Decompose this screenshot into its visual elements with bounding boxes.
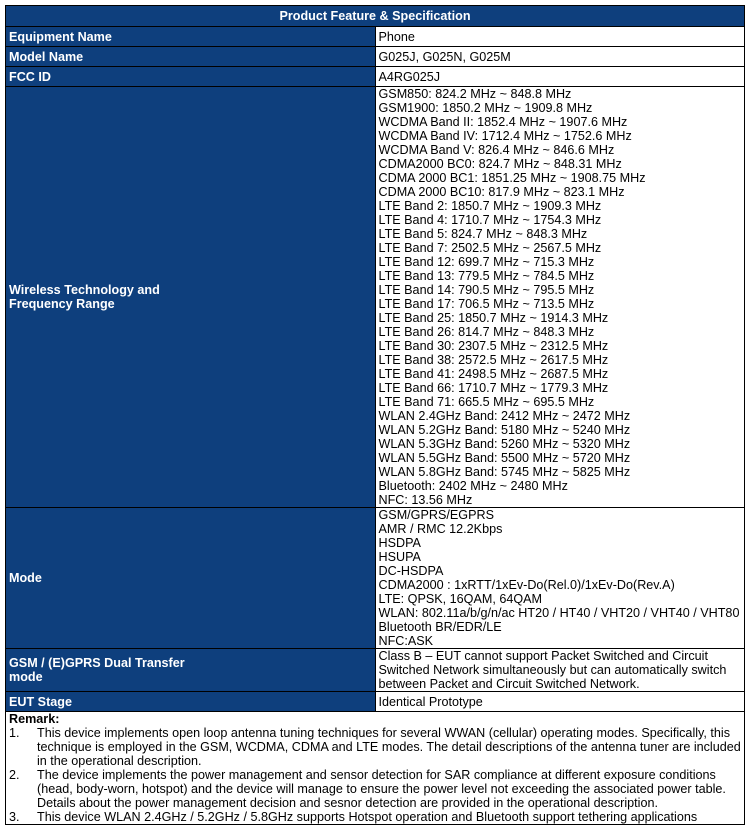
- wireless-label: [6, 87, 376, 508]
- remark-item: [9, 726, 741, 768]
- model-name-value: G025J, G025N, G025M: [375, 47, 745, 67]
- frequency-band-item: WCDMA Band IV: 1712.4 MHz ~ 1752.6 MHz: [378, 129, 632, 143]
- remark-text: The device implements the power management and sensor detection for SAR compliance at different exposure conditions (head, body-worn, hotspot) and the device will manage to ensure the power level not exceeding the associated power table. Details about the power management decision and sesnor detection are provided in the operational description.: [37, 768, 726, 810]
- frequency-band-item: LTE Band 4: 1710.7 MHz ~ 1754.3 MHz: [378, 213, 602, 227]
- fcc-id-row: [6, 67, 745, 87]
- mode-item: GSM/GPRS/EGPRS: [378, 508, 494, 522]
- frequency-band-item: WLAN 5.2GHz Band: 5180 MHz ~ 5240 MHz: [378, 423, 631, 437]
- frequency-band-item: WCDMA Band V: 826.4 MHz ~ 846.6 MHz: [378, 143, 615, 157]
- mode-item: NFC:ASK: [378, 634, 434, 648]
- fcc-id-value: A4RG025J: [375, 67, 745, 87]
- frequency-band-item: LTE Band 2: 1850.7 MHz ~ 1909.3 MHz: [378, 199, 602, 213]
- gsm-transfer-label-line1: GSM / (E)GPRS Dual Transfer: [9, 656, 185, 670]
- gsm-transfer-value: Class B – EUT cannot support Packet Switched and Circuit Switched Network simultaneously but can automatically switch between Packet and Circuit Switched Network.: [375, 649, 745, 692]
- mode-item: LTE: QPSK, 16QAM, 64QAM: [378, 592, 543, 606]
- mode-item: AMR / RMC 12.2Kbps: [378, 522, 503, 536]
- mode-item: HSUPA: [378, 550, 421, 564]
- frequency-band-item: WLAN 5.8GHz Band: 5745 MHz ~ 5825 MHz: [378, 465, 631, 479]
- frequency-band-item: LTE Band 25: 1850.7 MHz ~ 1914.3 MHz: [378, 311, 609, 325]
- wireless-label-line1: Wireless Technology and: [9, 283, 160, 297]
- remark-text: This device implements open loop antenna tuning techniques for several WWAN (cellular) operating modes. Specifically, this technique is employed in the GSM, WCDMA, CDMA and LTE modes. The detail descriptions of the antenna tuner are included in the operational description.: [37, 726, 741, 768]
- mode-item: HSDPA: [378, 536, 421, 550]
- frequency-band-item: Bluetooth: 2402 MHz ~ 2480 MHz: [378, 479, 568, 493]
- frequency-band-item: WLAN 2.4GHz Band: 2412 MHz ~ 2472 MHz: [378, 409, 631, 423]
- remark-item: [9, 768, 741, 810]
- frequency-band-item: LTE Band 17: 706.5 MHz ~ 713.5 MHz: [378, 297, 595, 311]
- mode-label: Mode: [6, 508, 376, 649]
- gsm-transfer-label: [6, 649, 376, 692]
- frequency-band-item: LTE Band 14: 790.5 MHz ~ 795.5 MHz: [378, 283, 595, 297]
- frequency-band-item: CDMA 2000 BC1: 1851.25 MHz ~ 1908.75 MHz: [378, 171, 646, 185]
- equipment-name-label: Equipment Name: [6, 27, 376, 47]
- mode-row: [6, 508, 745, 649]
- model-name-label: Model Name: [6, 47, 376, 67]
- mode-item: WLAN: 802.11a/b/g/n/ac HT20 / HT40 / VHT20 / VHT40 / VHT80: [378, 606, 740, 620]
- remark-row: [6, 712, 745, 825]
- frequency-band-item: LTE Band 26: 814.7 MHz ~ 848.3 MHz: [378, 325, 595, 339]
- spec-table: [5, 5, 745, 825]
- table-title: Product Feature & Specification: [6, 6, 745, 27]
- remark-section: [6, 712, 745, 825]
- eut-stage-row: [6, 692, 745, 712]
- mode-item: Bluetooth BR/EDR/LE: [378, 620, 502, 634]
- remark-item: [9, 810, 741, 824]
- frequency-band-item: LTE Band 30: 2307.5 MHz ~ 2312.5 MHz: [378, 339, 609, 353]
- remark-number: 2.: [9, 768, 20, 782]
- frequency-band-item: CDMA2000 BC0: 824.7 MHz ~ 848.31 MHz: [378, 157, 622, 171]
- frequency-band-item: LTE Band 13: 779.5 MHz ~ 784.5 MHz: [378, 269, 595, 283]
- eut-stage-value: Identical Prototype: [375, 692, 745, 712]
- frequency-band-item: CDMA 2000 BC10: 817.9 MHz ~ 823.1 MHz: [378, 185, 625, 199]
- frequency-band-item: NFC: 13.56 MHz: [378, 493, 473, 507]
- mode-list: [375, 508, 745, 649]
- frequency-band-item: LTE Band 7: 2502.5 MHz ~ 2567.5 MHz: [378, 241, 602, 255]
- title-row: [6, 6, 745, 27]
- fcc-id-label: FCC ID: [6, 67, 376, 87]
- frequency-band-item: LTE Band 66: 1710.7 MHz ~ 1779.3 MHz: [378, 381, 609, 395]
- equipment-name-row: [6, 27, 745, 47]
- frequency-band-item: WLAN 5.3GHz Band: 5260 MHz ~ 5320 MHz: [378, 437, 631, 451]
- remark-number: 3.: [9, 810, 20, 824]
- frequency-band-item: LTE Band 5: 824.7 MHz ~ 848.3 MHz: [378, 227, 588, 241]
- frequency-band-item: LTE Band 71: 665.5 MHz ~ 695.5 MHz: [378, 395, 595, 409]
- frequency-band-item: WLAN 5.5GHz Band: 5500 MHz ~ 5720 MHz: [378, 451, 631, 465]
- frequency-band-item: GSM850: 824.2 MHz ~ 848.8 MHz: [378, 87, 572, 101]
- frequency-band-item: GSM1900: 1850.2 MHz ~ 1909.8 MHz: [378, 101, 593, 115]
- gsm-transfer-label-line2: mode: [9, 670, 43, 684]
- frequency-band-item: LTE Band 41: 2498.5 MHz ~ 2687.5 MHz: [378, 367, 609, 381]
- frequency-band-list: [375, 87, 745, 508]
- wireless-label-line2: Frequency Range: [9, 297, 115, 311]
- mode-item: CDMA2000 : 1xRTT/1xEv-Do(Rel.0)/1xEv-Do(Rev.A): [378, 578, 675, 592]
- remark-text: This device WLAN 2.4GHz / 5.2GHz / 5.8GHz supports Hotspot operation and Bluetooth support tethering applications: [37, 810, 698, 824]
- frequency-band-item: WCDMA Band II: 1852.4 MHz ~ 1907.6 MHz: [378, 115, 628, 129]
- frequency-band-item: LTE Band 38: 2572.5 MHz ~ 2617.5 MHz: [378, 353, 609, 367]
- equipment-name-value: Phone: [375, 27, 745, 47]
- remark-number: 1.: [9, 726, 20, 740]
- gsm-transfer-row: [6, 649, 745, 692]
- remark-title: Remark:: [9, 712, 60, 726]
- mode-item: DC-HSDPA: [378, 564, 444, 578]
- eut-stage-label: EUT Stage: [6, 692, 376, 712]
- wireless-row: [6, 87, 745, 508]
- model-name-row: [6, 47, 745, 67]
- frequency-band-item: LTE Band 12: 699.7 MHz ~ 715.3 MHz: [378, 255, 595, 269]
